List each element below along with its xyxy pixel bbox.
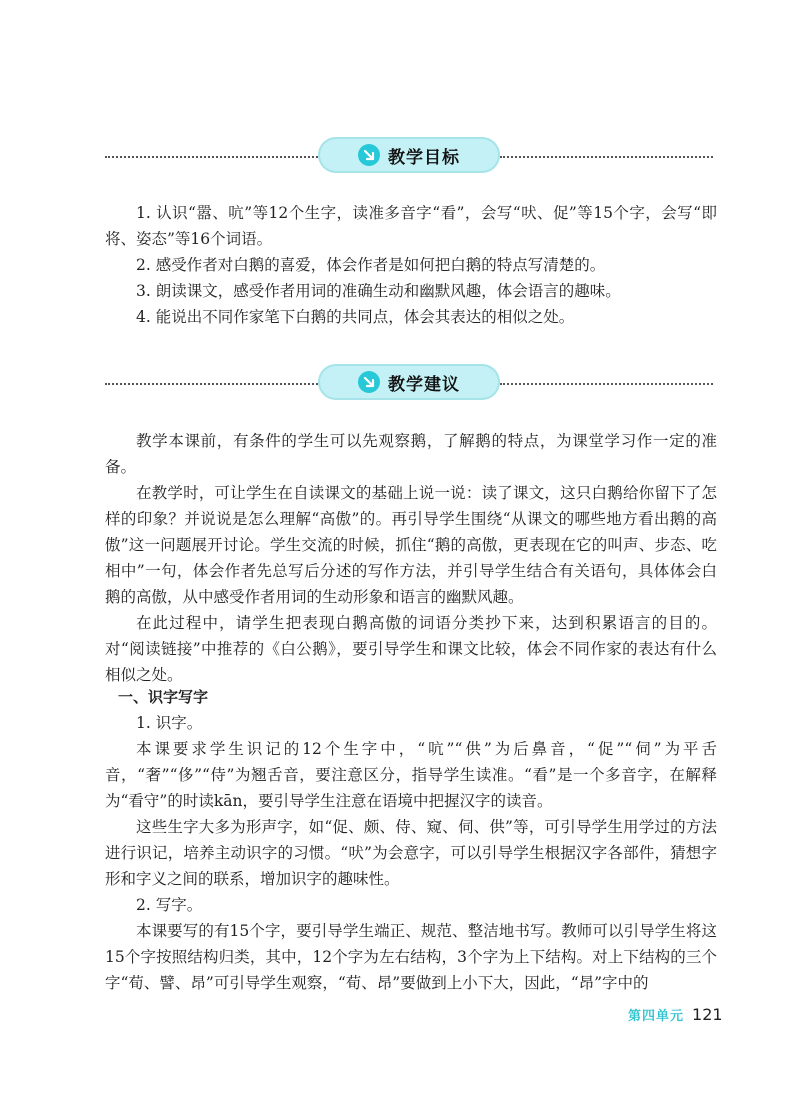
divider-right	[500, 156, 713, 158]
suggestions-body	[105, 428, 717, 688]
part-title: 一、识字写字	[118, 688, 209, 706]
unit-label: 第四单元	[628, 1009, 685, 1024]
section-title: 教学建议	[388, 374, 460, 395]
goal-item: 2. 感受作者对白鹅的喜爱，体会作者是如何把白鹅的特点写清楚的。	[136, 256, 606, 274]
section-header-suggestions	[105, 364, 713, 404]
paragraph: 本课要求学生识记的12个生字中，“吭”“供”为后鼻音，“促”“伺”为平舌音，“奢”“侈”“侍”为翘舌音，要注意区分，指导学生读准。“看”是一个多音字，在解释为“看守”的时读kān，要引导学生注意在语境中把握汉字的读音。	[105, 740, 717, 810]
section-title-pill	[318, 137, 500, 173]
part-body	[105, 710, 717, 996]
paragraph: 本课要写的有15个字，要引导学生端正、规范、整洁地书写。教师可以引导学生将这15个字按照结构归类，其中，12个字为左右结构，3个字为上下结构。对上下结构的三个字“荀、譬、昂”可引导学生观察，“荀、昂”要做到上小下大，因此，“昂”字中的	[105, 922, 717, 992]
paragraph: 在此过程中，请学生把表现白鹅高傲的词语分类抄下来，达到积累语言的目的。对“阅读链接”中推荐的《白公鹅》，要引导学生和课文比较，体会不同作家的表达有什么相似之处。	[105, 614, 717, 684]
page-number: 121	[692, 1005, 723, 1024]
section-title-pill	[318, 364, 500, 400]
goals-list	[105, 200, 717, 330]
goal-item: 4. 能说出不同作家笔下白鹅的共同点，体会其表达的相似之处。	[136, 308, 575, 326]
paragraph: 这些生字大多为形声字，如“促、颇、侍、窥、伺、供”等，可引导学生用学过的方法进行识记，培养主动识字的习惯。“吠”为会意字，可以引导学生根据汉字各部件，猜想字形和字义之间的联系，增加识字的趣味性。	[105, 818, 717, 888]
arrow-down-right-icon	[358, 144, 380, 166]
divider-left	[105, 156, 318, 158]
section-title: 教学目标	[388, 147, 460, 168]
divider-right	[500, 383, 713, 385]
page-footer	[628, 1005, 723, 1024]
paragraph: 2. 写字。	[136, 896, 203, 914]
paragraph: 教学本课前，有条件的学生可以先观察鹅，了解鹅的特点，为课堂学习作一定的准备。	[105, 432, 717, 476]
divider-left	[105, 383, 318, 385]
goal-item: 1. 认识“嚣、吭”等12个生字，读准多音字“看”，会写“吠、促”等15个字，会写“即将、姿态”等16个词语。	[105, 204, 717, 248]
paragraph: 1. 识字。	[136, 714, 203, 732]
goal-item: 3. 朗读课文，感受作者用词的准确生动和幽默风趣，体会语言的趣味。	[136, 282, 621, 300]
arrow-down-right-icon	[358, 371, 380, 393]
section-header-goals	[105, 137, 713, 177]
paragraph: 在教学时，可让学生在自读课文的基础上说一说：读了课文，这只白鹅给你留下了怎样的印象？并说说是怎么理解“高傲”的。再引导学生围绕“从课文的哪些地方看出鹅的高傲”这一问题展开讨论。学生交流的时候，抓住“鹅的高傲，更表现在它的叫声、步态、吃相中”一句，体会作者先总写后分述的写作方法，并引导学生结合有关语句，具体体会白鹅的高傲，从中感受作者用词的生动形象和语言的幽默风趣。	[105, 484, 717, 606]
